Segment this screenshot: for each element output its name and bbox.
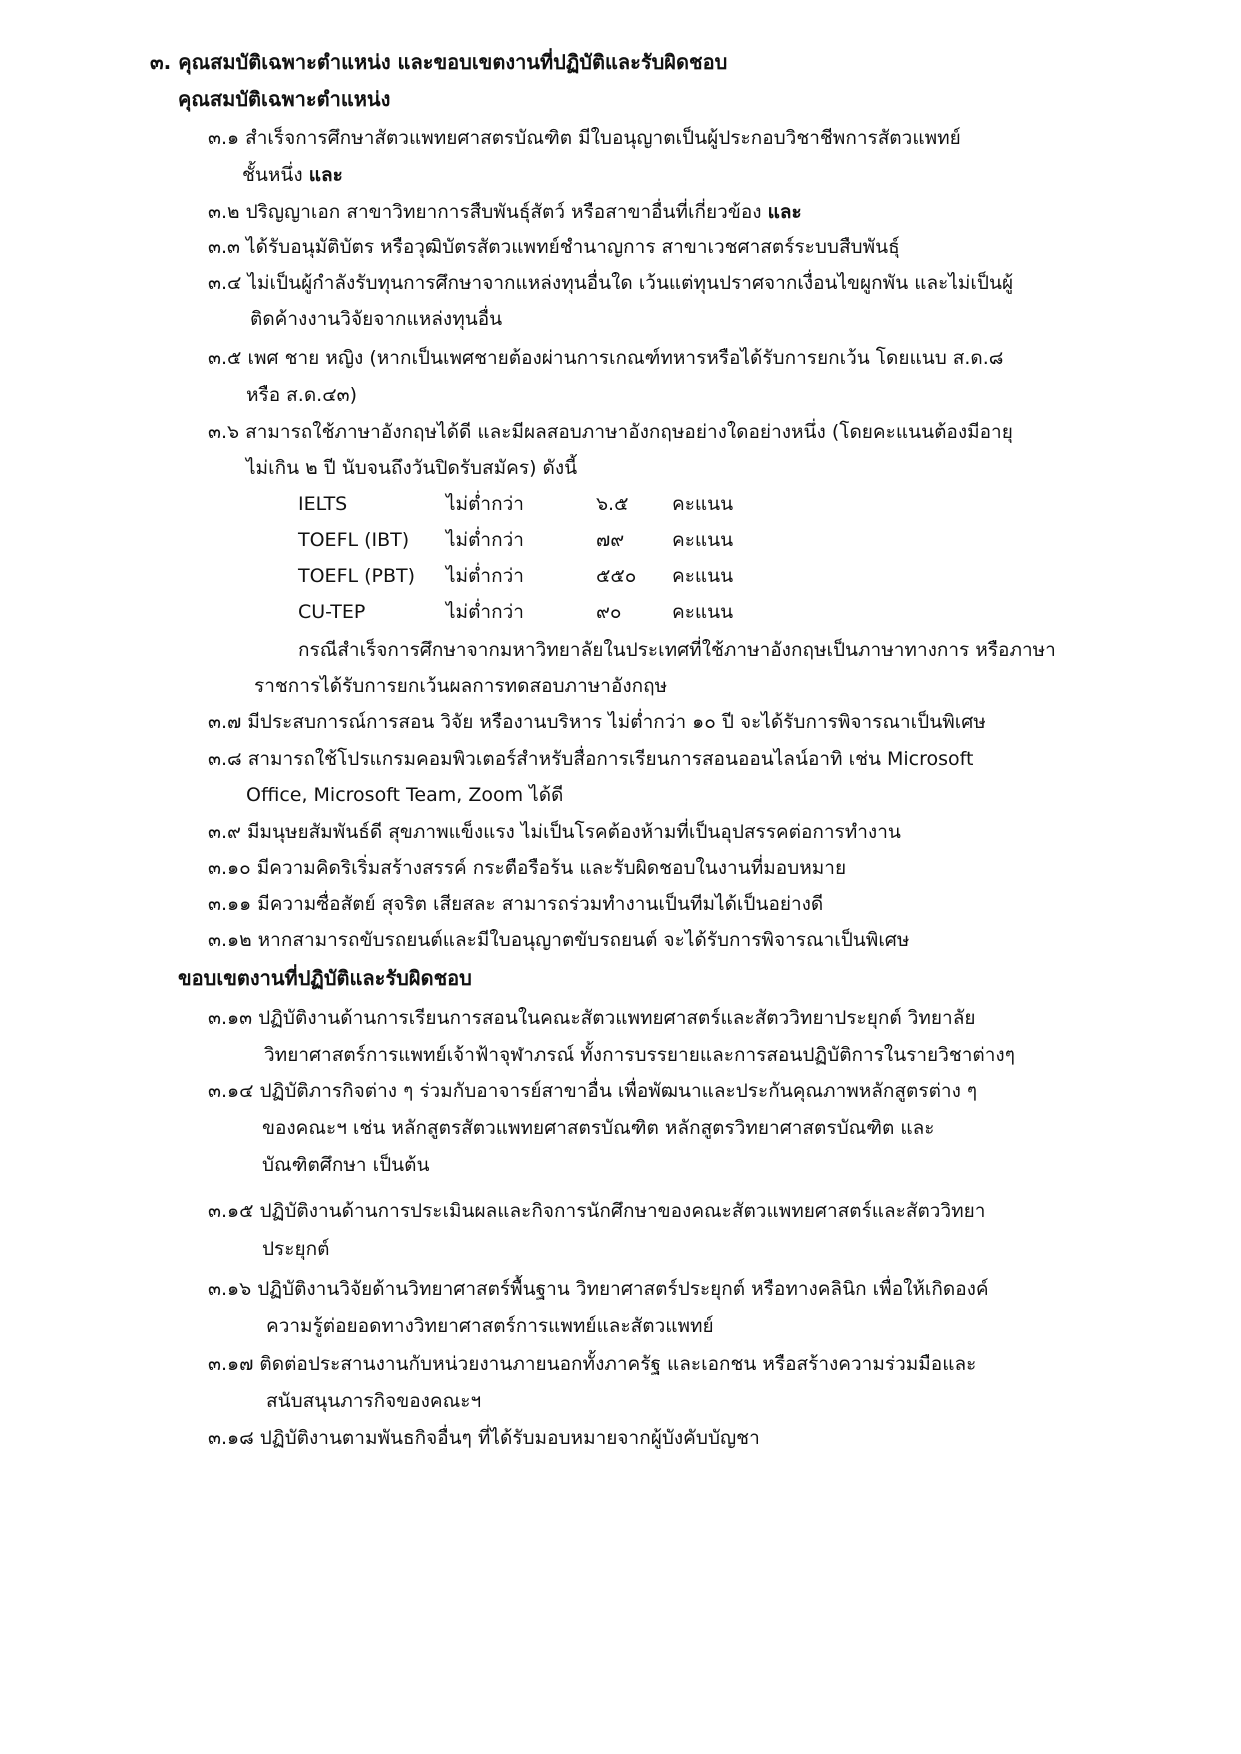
qualification-7: ๓.๗ มีประสบการณ์การสอน วิจัย หรืองานบริหาร ไม่ต่ำกว่า ๑๐ ปี จะได้รับการพิจารณาเป็นพิเศษ xyxy=(208,711,986,733)
score-row xyxy=(298,597,758,627)
qualification-12: ๓.๑๒ หากสามารถขับรถยนต์และมีใบอนุญาตขับรถยนต์ จะได้รับการพิจารณาเป็นพิเศษ xyxy=(208,929,910,951)
qualification-1-line-2: ชั้นหนึ่ง และ xyxy=(242,164,343,186)
qualification-6-line-1: ๓.๖ สามารถใช้ภาษาอังกฤษได้ดี และมีผลสอบภาษาอังกฤษอย่างใดอย่างหนึ่ง (โดยคะแนนต้องมีอายุ xyxy=(208,421,1013,443)
scope-17-line-2: สนับสนุนภารกิจของคณะฯ xyxy=(266,1390,482,1412)
score-row xyxy=(298,561,758,591)
score-condition: ไม่ต่ำกว่า xyxy=(446,493,524,515)
score-unit: คะแนน xyxy=(672,565,734,587)
scope-14-line-3: บัณฑิตศึกษา เป็นต้น xyxy=(262,1154,430,1176)
qualification-3: ๓.๓ ได้รับอนุมัติบัตร หรือวุฒิบัตรสัตวแพทย์ชำนาญการ สาขาเวชศาสตร์ระบบสืบพันธุ์ xyxy=(208,236,900,258)
scope-15-line-2: ประยุกต์ xyxy=(262,1238,330,1260)
scope-14-line-1: ๓.๑๔ ปฏิบัติภารกิจต่าง ๆ ร่วมกับอาจารย์สาขาอื่น เพื่อพัฒนาและประกันคุณภาพหลักสูตรต่าง ๆ xyxy=(208,1080,978,1102)
qualification-6-line-2: ไม่เกิน ๒ ปี นับจนถึงวันปิดรับสมัคร) ดังนี้ xyxy=(246,457,578,479)
scope-18: ๓.๑๘ ปฏิบัติงานตามพันธกิจอื่นๆ ที่ได้รับมอบหมายจากผู้บังคับบัญชา xyxy=(208,1427,760,1449)
scope-15-line-1: ๓.๑๕ ปฏิบัติงานด้านการประเมินผลและกิจการนักศึกษาของคณะสัตวแพทยศาสตร์และสัตววิทยา xyxy=(208,1200,986,1222)
score-test: TOEFL (PBT) xyxy=(298,565,416,587)
english-exemption-note-line-2: ราชการได้รับการยกเว้นผลการทดสอบภาษาอังกฤษ xyxy=(254,675,668,697)
score-test: IELTS xyxy=(298,493,348,515)
score-unit: คะแนน xyxy=(672,601,734,623)
score-value: ๗๙ xyxy=(596,529,625,551)
qualification-8-line-2: Office, Microsoft Team, Zoom ได้ดี xyxy=(246,784,564,806)
score-condition: ไม่ต่ำกว่า xyxy=(446,529,524,551)
score-test: CU-TEP xyxy=(298,601,366,623)
english-exemption-note-line-1: กรณีสำเร็จการศึกษาจากมหาวิทยาลัยในประเทศที่ใช้ภาษาอังกฤษเป็นภาษาทางการ หรือภาษา xyxy=(298,639,1056,661)
score-condition: ไม่ต่ำกว่า xyxy=(446,601,524,623)
score-row xyxy=(298,489,758,519)
qualification-10: ๓.๑๐ มีความคิดริเริ่มสร้างสรรค์ กระตือรือร้น และรับผิดชอบในงานที่มอบหมาย xyxy=(208,857,847,879)
qualification-5-line-1: ๓.๕ เพศ ชาย หญิง (หากเป็นเพศชายต้องผ่านการเกณฑ์ทหารหรือได้รับการยกเว้น โดยแนบ ส.ด.๘ xyxy=(208,347,1004,369)
score-test: TOEFL (IBT) xyxy=(298,529,410,551)
qualification-4-line-1: ๓.๔ ไม่เป็นผู้กำลังรับทุนการศึกษาจากแหล่งทุนอื่นใด เว้นแต่ทุนปราศจากเงื่อนไขผูกพัน และไม่เป็นผู้ xyxy=(208,272,1014,294)
qualification-2: ๓.๒ ปริญญาเอก สาขาวิทยาการสืบพันธุ์สัตว์ หรือสาขาอื่นที่เกี่ยวข้อง และ xyxy=(208,201,802,223)
qualification-4-line-2: ติดค้างงานวิจัยจากแหล่งทุนอื่น xyxy=(250,308,503,330)
qualification-1-line-1: ๓.๑ สำเร็จการศึกษาสัตวแพทยศาสตรบัณฑิต มีใบอนุญาตเป็นผู้ประกอบวิชาชีพการสัตวแพทย์ xyxy=(208,127,961,149)
scope-17-line-1: ๓.๑๗ ติดต่อประสานงานกับหน่วยงานภายนอกทั้งภาครัฐ และเอกชน หรือสร้างความร่วมมือและ xyxy=(208,1353,977,1375)
scope-13-line-2: วิทยาศาสตร์การแพทย์เจ้าฟ้าจุฬาภรณ์ ทั้งการบรรยายและการสอนปฏิบัติการในรายวิชาต่างๆ xyxy=(264,1044,1015,1066)
qualification-9: ๓.๙ มีมนุษยสัมพันธ์ดี สุขภาพแข็งแรง ไม่เป็นโรคต้องห้ามที่เป็นอุปสรรคต่อการทำงาน xyxy=(208,821,901,843)
scope-16-line-2: ความรู้ต่อยอดทางวิทยาศาสตร์การแพทย์และสัตวแพทย์ xyxy=(266,1315,714,1337)
scope-13-line-1: ๓.๑๓ ปฏิบัติงานด้านการเรียนการสอนในคณะสัตวแพทยศาสตร์และสัตววิทยาประยุกต์ วิทยาลัย xyxy=(208,1007,976,1029)
qualification-5-line-2: หรือ ส.ด.๔๓) xyxy=(246,384,357,406)
qualification-11: ๓.๑๑ มีความซื่อสัตย์ สุจริต เสียสละ สามารถร่วมทำงานเป็นทีมได้เป็นอย่างดี xyxy=(208,893,824,915)
score-unit: คะแนน xyxy=(672,529,734,551)
qualification-8-line-1: ๓.๘ สามารถใช้โปรแกรมคอมพิวเตอร์สำหรับสื่อการเรียนการสอนออนไลน์อาทิ เช่น Microsoft xyxy=(208,748,974,770)
score-condition: ไม่ต่ำกว่า xyxy=(446,565,524,587)
score-value: ๙๐ xyxy=(596,601,622,623)
scope-16-line-1: ๓.๑๖ ปฏิบัติงานวิจัยด้านวิทยาศาสตร์พื้นฐาน วิทยาศาสตร์ประยุกต์ หรือทางคลินิก เพื่อให้เกิดองค์ xyxy=(208,1278,989,1300)
score-value: ๕๕๐ xyxy=(596,565,637,587)
score-unit: คะแนน xyxy=(672,493,734,515)
section-heading: ๓. คุณสมบัติเฉพาะตำแหน่ง และขอบเขตงานที่ปฏิบัติและรับผิดชอบ xyxy=(150,50,728,74)
scope-14-line-2: ของคณะฯ เช่น หลักสูตรสัตวแพทยศาสตรบัณฑิต หลักสูตรวิทยาศาสตรบัณฑิต และ xyxy=(262,1117,935,1139)
score-row xyxy=(298,525,758,555)
scope-heading: ขอบเขตงานที่ปฏิบัติและรับผิดชอบ xyxy=(178,966,472,990)
qualifications-heading: คุณสมบัติเฉพาะตำแหน่ง xyxy=(178,87,391,111)
score-value: ๖.๕ xyxy=(596,493,629,515)
